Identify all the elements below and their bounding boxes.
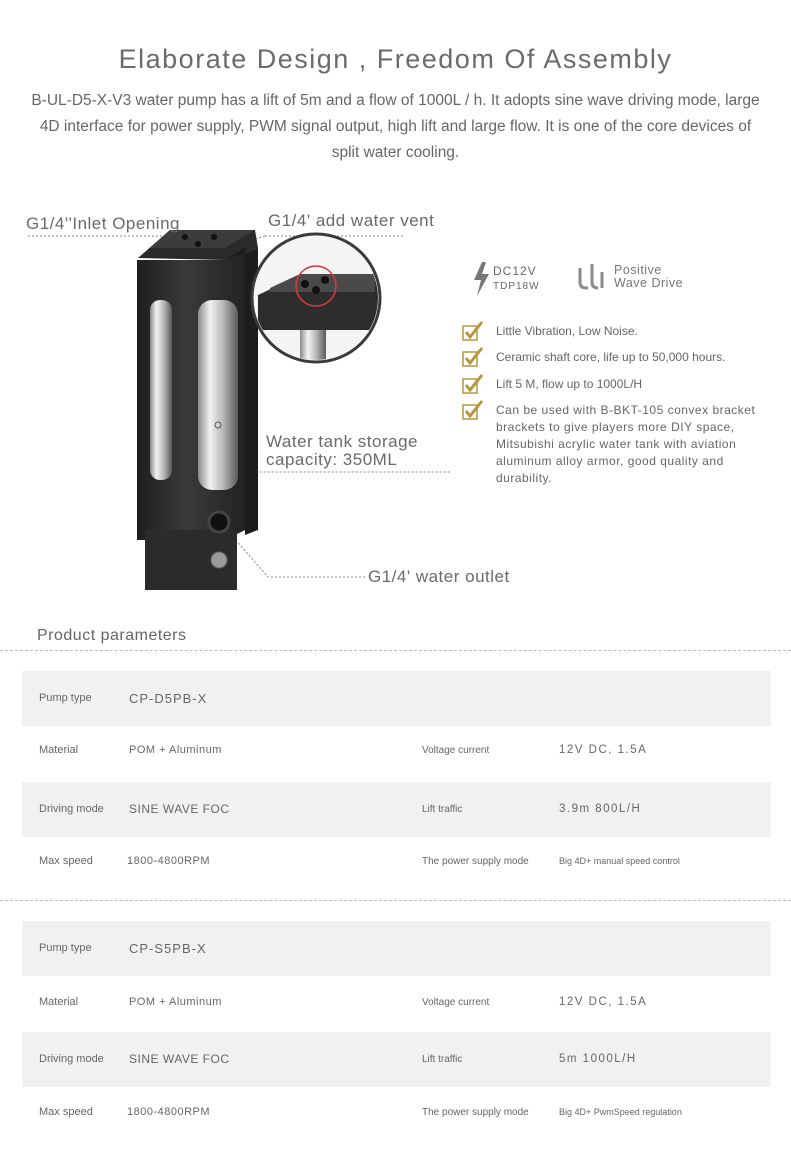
- page-title: Elaborate Design , Freedom Of Assembly: [118, 44, 673, 74]
- checkmark-icon: [462, 400, 484, 420]
- checkmark-icon: [462, 374, 484, 394]
- spec-label: Pump type: [39, 942, 92, 954]
- lightning-icon: [472, 262, 492, 296]
- wave-drive-label-2: Wave Drive: [614, 276, 684, 290]
- tdp-badge: TDP18W: [493, 281, 540, 292]
- spec-value: 1800-4800RPM: [127, 855, 211, 867]
- spec-value: SINE WAVE FOC: [129, 1052, 230, 1066]
- tank-label-line1: Water tank storage: [266, 432, 418, 451]
- spec-value: 12V DC, 1.5A: [559, 744, 648, 756]
- section-title: Product parameters: [37, 627, 187, 644]
- spec-label: The power supply mode: [422, 856, 529, 867]
- spec-row: [22, 1085, 771, 1140]
- feature-item: [462, 400, 782, 490]
- spec-value: CP-S5PB-X: [129, 941, 207, 956]
- spec-row: [22, 921, 771, 976]
- spec-value: POM + Aluminum: [129, 744, 222, 756]
- spec-row: [22, 834, 771, 889]
- inlet-label: G1/4''Inlet Opening: [26, 214, 180, 233]
- outlet-label: G1/4' water outlet: [368, 567, 510, 586]
- wave-drive-label-1: Positive: [614, 263, 662, 277]
- spec-value: CP-D5PB-X: [129, 691, 208, 706]
- tank-label-line2: capacity: 350ML: [266, 450, 398, 469]
- checkmark-icon: [462, 347, 484, 367]
- spec-label: Lift traffic: [422, 804, 463, 815]
- feature-item: [462, 321, 782, 343]
- spec-label: The power supply mode: [422, 1107, 529, 1118]
- spec-label: Max speed: [39, 1106, 93, 1118]
- feature-text: Can be used with B-BKT-105 convex bracket brackets to give players more DIY space, Mitsubishi acrylic water tank with aviation aluminum alloy armor, good quality and durability.: [496, 403, 756, 485]
- spec-label: Material: [39, 996, 79, 1008]
- spec-value: 1800-4800RPM: [127, 1106, 211, 1118]
- spec-value: Big 4D+ PwmSpeed regulation: [559, 1107, 682, 1117]
- dc-voltage-badge: DC12V: [493, 264, 537, 278]
- feature-text: Ceramic shaft core, life up to 50,000 hours.: [496, 350, 726, 364]
- spec-row: [22, 723, 771, 778]
- spec-label: Material: [39, 744, 79, 756]
- pump-illustration: [0, 200, 460, 600]
- spec-value: SINE WAVE FOC: [129, 802, 230, 816]
- spec-row: [22, 671, 771, 726]
- divider: [0, 900, 791, 901]
- spec-row: [22, 975, 771, 1030]
- feature-text: Little Vibration, Low Noise.: [496, 324, 638, 338]
- feature-item: [462, 374, 782, 396]
- spec-label: Pump type: [39, 692, 92, 704]
- spec-value: 12V DC, 1.5A: [559, 996, 648, 1008]
- spec-label: Driving mode: [39, 803, 104, 815]
- feature-text: Lift 5 M, flow up to 1000L/H: [496, 377, 643, 391]
- vent-label: G1/4' add water vent: [268, 211, 435, 230]
- spec-label: Voltage current: [422, 745, 490, 756]
- spec-value: Big 4D+ manual speed control: [559, 856, 680, 866]
- spec-value: 5m 1000L/H: [559, 1053, 637, 1065]
- wave-drive-icon: [576, 262, 610, 292]
- spec-value: 3.9m 800L/H: [559, 803, 642, 815]
- spec-label: Lift traffic: [422, 1054, 463, 1065]
- spec-label: Driving mode: [39, 1053, 104, 1065]
- spec-row: [22, 782, 771, 837]
- intro-paragraph: B-UL-D5-X-V3 water pump has a lift of 5m and a flow of 1000L / h. It adopts sine wave driving mode, large 4D interface for power supply, PWM signal output, high lift and large flow. It is one of the core devices of split water cooling.: [31, 92, 760, 161]
- spec-row: [22, 1032, 771, 1087]
- spec-value: POM + Aluminum: [129, 996, 222, 1008]
- checkmark-icon: [462, 321, 484, 341]
- feature-item: [462, 347, 782, 369]
- spec-label: Voltage current: [422, 997, 490, 1008]
- divider: [0, 650, 791, 651]
- spec-label: Max speed: [39, 855, 93, 867]
